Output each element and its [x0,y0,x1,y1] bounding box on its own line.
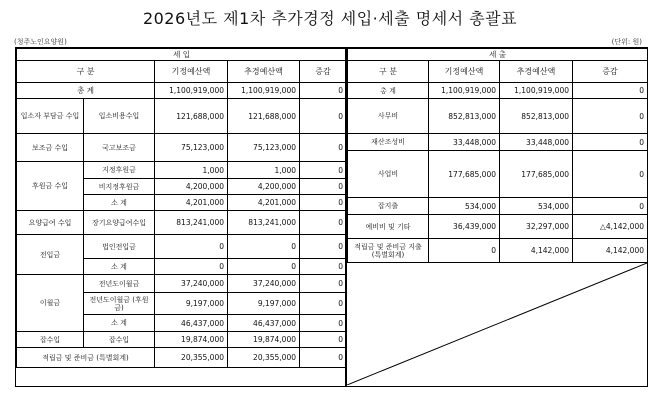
amount-cell: 0 [300,293,347,315]
amount-cell: 20,355,000 [228,348,300,368]
item-label: 국고보조금 [84,134,155,162]
item-label: 입소비용수입 [84,99,155,134]
amount-cell: 0 [300,235,347,259]
amount-cell: 0 [300,179,347,195]
amount-cell: 4,142,000 [500,239,573,263]
item-label: 비지정후원금 [84,179,155,195]
amount-cell: 0 [573,83,648,99]
amount-cell: 121,688,000 [155,99,228,134]
item-label: 잡지출 [348,198,429,215]
revenue-table [16,48,347,368]
amount-cell: 0 [300,332,347,348]
amount-cell: 19,874,000 [228,332,300,348]
item-label: 사업비 [348,151,429,198]
expense-table [347,48,648,263]
amount-cell: 1,100,919,000 [500,83,573,99]
expense-row [348,83,648,99]
amount-cell: 75,123,000 [155,134,228,162]
amount-cell: 36,439,000 [429,215,500,239]
amount-cell: 4,200,000 [228,179,300,195]
amount-cell: 0 [300,315,347,332]
item-label: 소 계 [84,315,155,332]
amount-cell: 813,241,000 [155,211,228,235]
group-label: 입소자 부담금 수입 [17,99,84,134]
item-label: 지정후원금 [84,162,155,179]
revenue-heading: 세 입 [17,49,347,61]
revenue-row [17,99,347,134]
expense-row [348,151,648,198]
item-label: 전년도이월금 (후원금) [84,293,155,315]
group-label: 보조금 수입 [17,134,84,162]
amount-cell: 534,000 [429,198,500,215]
amount-cell: 46,437,000 [155,315,228,332]
amount-cell: 1,100,919,000 [155,83,228,99]
item-label: 법인전입금 [84,235,155,259]
amount-cell: 0 [300,99,347,134]
amount-cell: 0 [300,275,347,293]
column-header: 추경예산액 [228,61,300,83]
group-label: 전입금 [17,235,84,275]
item-label: 잡수입 [84,332,155,348]
amount-cell: 19,874,000 [155,332,228,348]
amount-cell: 813,241,000 [228,211,300,235]
group-label: 요양급여 수입 [17,211,84,235]
expense-column-header-row [348,61,648,83]
amount-cell: △4,142,000 [573,215,648,239]
column-header: 구 분 [348,61,429,83]
group-label: 후원금 수입 [17,162,84,211]
item-label: 소 계 [84,195,155,211]
expense-heading: 세 출 [348,49,648,61]
item-label: 재산조성비 [348,134,429,151]
amount-cell: 0 [300,162,347,179]
amount-cell: 4,201,000 [228,195,300,211]
column-header: 추경예산액 [500,61,573,83]
column-header: 증감 [300,61,347,83]
expense-row [348,134,648,151]
revenue-row [17,162,347,179]
amount-cell: 46,437,000 [228,315,300,332]
amount-cell: 534,000 [500,198,573,215]
column-header: 기정예산액 [155,61,228,83]
group-label: 잡수입 [17,332,84,348]
amount-cell: 20,355,000 [155,348,228,368]
item-label: 적립금 및 준비금 지출(특별회계) [348,239,429,263]
expense-row [348,215,648,239]
column-header: 기정예산액 [429,61,500,83]
amount-cell: 33,448,000 [429,134,500,151]
expense-heading-row [348,49,648,61]
revenue-reserve-row [17,348,347,368]
unit-label: (단위: 원) [611,38,642,46]
amount-cell: 0 [300,211,347,235]
amount-cell: 0 [300,259,347,275]
amount-cell: 0 [155,259,228,275]
amount-cell: 4,201,000 [155,195,228,211]
amount-cell: 37,240,000 [155,275,228,293]
item-label: 사무비 [348,99,429,134]
document-title: 2026년도 제1차 추가경정 세입·세출 명세서 총괄표 [142,9,518,28]
amount-cell: 852,813,000 [500,99,573,134]
revenue-row [17,211,347,235]
amount-cell: 852,813,000 [429,99,500,134]
item-label: 적립금 및 준비금 (특별회계) [17,348,155,368]
amount-cell: 0 [228,259,300,275]
amount-cell: 0 [429,239,500,263]
expense-section [347,48,647,386]
amount-cell: 32,297,000 [500,215,573,239]
amount-cell: 0 [300,195,347,211]
amount-cell: 0 [573,151,648,198]
diagonal-line [347,263,647,385]
revenue-total-row [17,83,347,99]
amount-cell: 1,100,919,000 [429,83,500,99]
empty-area-diagonal [347,263,647,385]
expense-row [348,239,648,263]
revenue-row [17,235,347,259]
amount-cell: 0 [300,83,347,99]
revenue-row [17,275,347,293]
organization-name: (청주노인요양원) [14,38,67,46]
item-label: 총 계 [348,83,429,99]
amount-cell: 9,197,000 [155,293,228,315]
amount-cell: 0 [300,348,347,368]
amount-cell: 0 [573,134,648,151]
amount-cell: 0 [573,99,648,134]
item-label: 예비비 및 기타 [348,215,429,239]
amount-cell: 4,200,000 [155,179,228,195]
group-label: 이월금 [17,275,84,332]
amount-cell: 177,685,000 [429,151,500,198]
amount-cell: 121,688,000 [228,99,300,134]
column-header: 증감 [573,61,648,83]
amount-cell: 1,000 [228,162,300,179]
amount-cell: 177,685,000 [500,151,573,198]
amount-cell: 1,000 [155,162,228,179]
amount-cell: 33,448,000 [500,134,573,151]
amount-cell: 0 [155,235,228,259]
item-label: 전년도이월금 [84,275,155,293]
amount-cell: 75,123,000 [228,134,300,162]
revenue-row [17,332,347,348]
amount-cell: 0 [573,198,648,215]
amount-cell: 0 [300,134,347,162]
amount-cell: 9,197,000 [228,293,300,315]
expense-row [348,99,648,134]
amount-cell: 1,100,919,000 [228,83,300,99]
amount-cell: 4,142,000 [573,239,648,263]
revenue-column-header-row [17,61,347,83]
summary-table [15,47,648,387]
revenue-row [17,134,347,162]
revenue-heading-row [17,49,347,61]
expense-row [348,198,648,215]
amount-cell: 0 [228,235,300,259]
column-header-category: 구 분 [17,61,155,83]
amount-cell: 37,240,000 [228,275,300,293]
revenue-section [16,48,346,386]
item-label: 장기요양급여수입 [84,211,155,235]
item-label: 소 계 [84,259,155,275]
total-label: 총 계 [17,83,155,99]
